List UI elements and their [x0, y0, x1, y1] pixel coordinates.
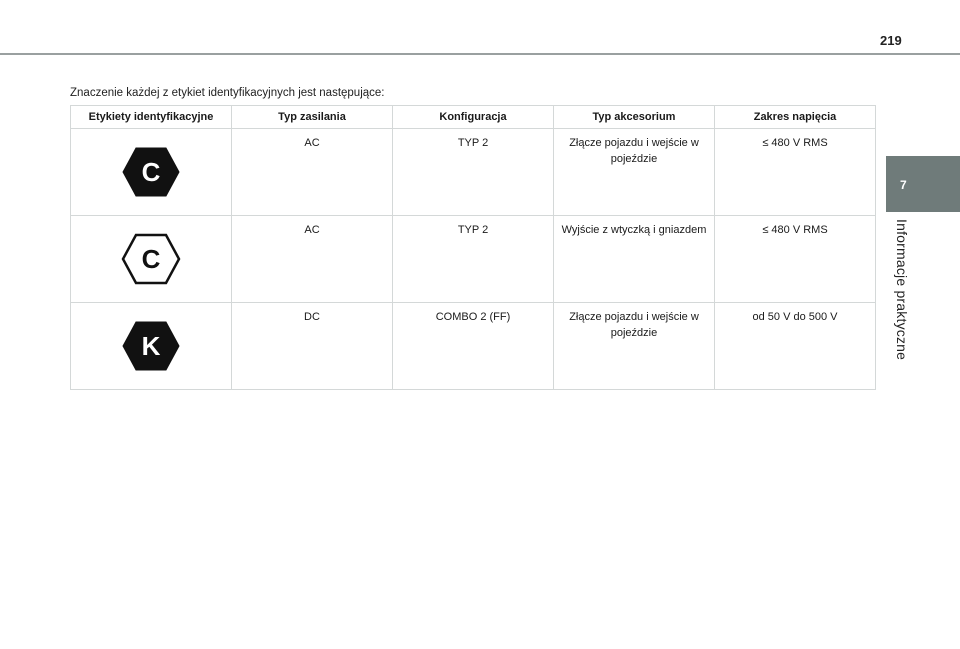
table-row — [71, 216, 876, 303]
label-cell — [71, 303, 232, 390]
accessory-cell: Wyjście z wtyczką i gniazdem — [554, 216, 715, 303]
power-type-cell: AC — [232, 216, 393, 303]
intro-text: Znaczenie każdej z etykiet identyfikacyjnych jest następujące: — [70, 87, 385, 99]
label-cell — [71, 129, 232, 216]
chapter-tab[interactable] — [886, 156, 960, 212]
table-row — [71, 129, 876, 216]
label-letter: C — [141, 157, 161, 187]
label-letter: K — [141, 331, 161, 361]
header-power-type: Typ zasilania — [232, 106, 393, 129]
configuration-cell: TYP 2 — [393, 129, 554, 216]
page-number: 219 — [880, 33, 902, 48]
voltage-cell: ≤ 480 V RMS — [715, 216, 876, 303]
identification-labels-table — [70, 105, 876, 390]
accessory-cell: Złącze pojazdu i wejście w pojeździe — [554, 303, 715, 390]
label-cell — [71, 216, 232, 303]
table-header-row — [71, 106, 876, 129]
top-divider — [0, 53, 960, 55]
table-row — [71, 303, 876, 390]
configuration-cell: COMBO 2 (FF) — [393, 303, 554, 390]
hexagon-c-filled-icon — [121, 145, 181, 199]
chapter-number: 7 — [900, 178, 907, 192]
accessory-cell: Złącze pojazdu i wejście w pojeździe — [554, 129, 715, 216]
header-labels: Etykiety identyfikacyjne — [71, 106, 232, 129]
header-configuration: Konfiguracja — [393, 106, 554, 129]
section-title: Informacje praktyczne — [894, 219, 910, 361]
label-letter: C — [141, 244, 161, 274]
configuration-cell: TYP 2 — [393, 216, 554, 303]
power-type-cell: AC — [232, 129, 393, 216]
header-voltage-range: Zakres napięcia — [715, 106, 876, 129]
hexagon-c-outline-icon — [121, 232, 181, 286]
voltage-cell: ≤ 480 V RMS — [715, 129, 876, 216]
hexagon-k-filled-icon — [121, 319, 181, 373]
power-type-cell: DC — [232, 303, 393, 390]
voltage-cell: od 50 V do 500 V — [715, 303, 876, 390]
header-accessory-type: Typ akcesorium — [554, 106, 715, 129]
